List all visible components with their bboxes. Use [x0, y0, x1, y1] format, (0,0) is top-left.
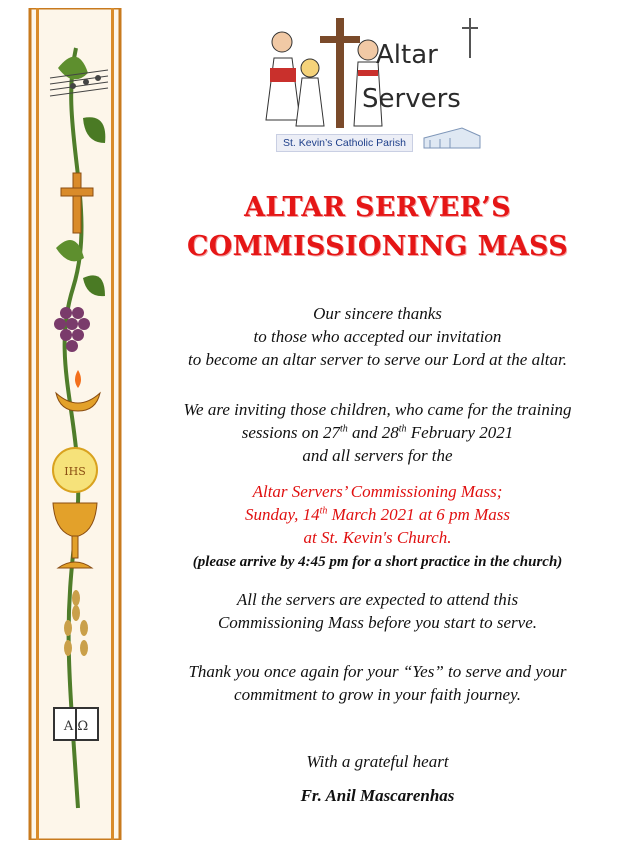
- altar-servers-logo: [258, 10, 483, 155]
- event-line-1: Altar Servers’ Commissioning Mass;: [252, 482, 503, 501]
- expect-line-2: Commissioning Mass before you start to serve.: [217, 613, 538, 632]
- parish-label: St. Kevin’s Catholic Parish: [276, 134, 413, 152]
- logo-title-servers: Servers: [362, 84, 461, 114]
- event-line-2: Sunday, 14th March 2021 at 6 pm Mass: [245, 505, 510, 524]
- heading-line-2: COMMISSIONING MASS: [186, 231, 569, 262]
- thanks-line-3: to become an altar server to serve our Lord at the altar.: [188, 350, 567, 369]
- event-line-3: at St. Kevin's Church.: [303, 528, 452, 547]
- thanks-line-2: to those who accepted our invitation: [253, 327, 502, 346]
- logo-title-altar: Altar: [376, 40, 438, 70]
- book-label: A Ω: [63, 719, 89, 734]
- expect-line-1: All the servers are expected to attend this: [236, 590, 519, 609]
- arrival-note: (please arrive by 4:45 pm for a short practice in the church): [192, 554, 563, 570]
- invite-line-1: We are inviting those children, who came for the training: [183, 400, 572, 419]
- book-icon: [54, 708, 98, 740]
- church-icon: [422, 126, 482, 150]
- decorative-banner: [28, 8, 122, 840]
- host-ihs-icon: [53, 448, 97, 492]
- thanks-line-1: Our sincere thanks: [313, 304, 442, 323]
- ihs-label: IHS: [64, 465, 86, 478]
- invite-line-2: sessions on 27th and 28th February 2021: [241, 423, 514, 442]
- thank-line-1: Thank you once again for your “Yes” to serve and your: [188, 662, 567, 681]
- thank-line-2: commitment to grow in your faith journey.: [234, 685, 521, 704]
- signature: Fr. Anil Mascarenhas: [300, 786, 455, 805]
- closing-line: With a grateful heart: [306, 752, 449, 771]
- heading-line-1: ALTAR SERVER’S: [244, 192, 511, 223]
- invite-line-3: and all servers for the: [302, 446, 453, 465]
